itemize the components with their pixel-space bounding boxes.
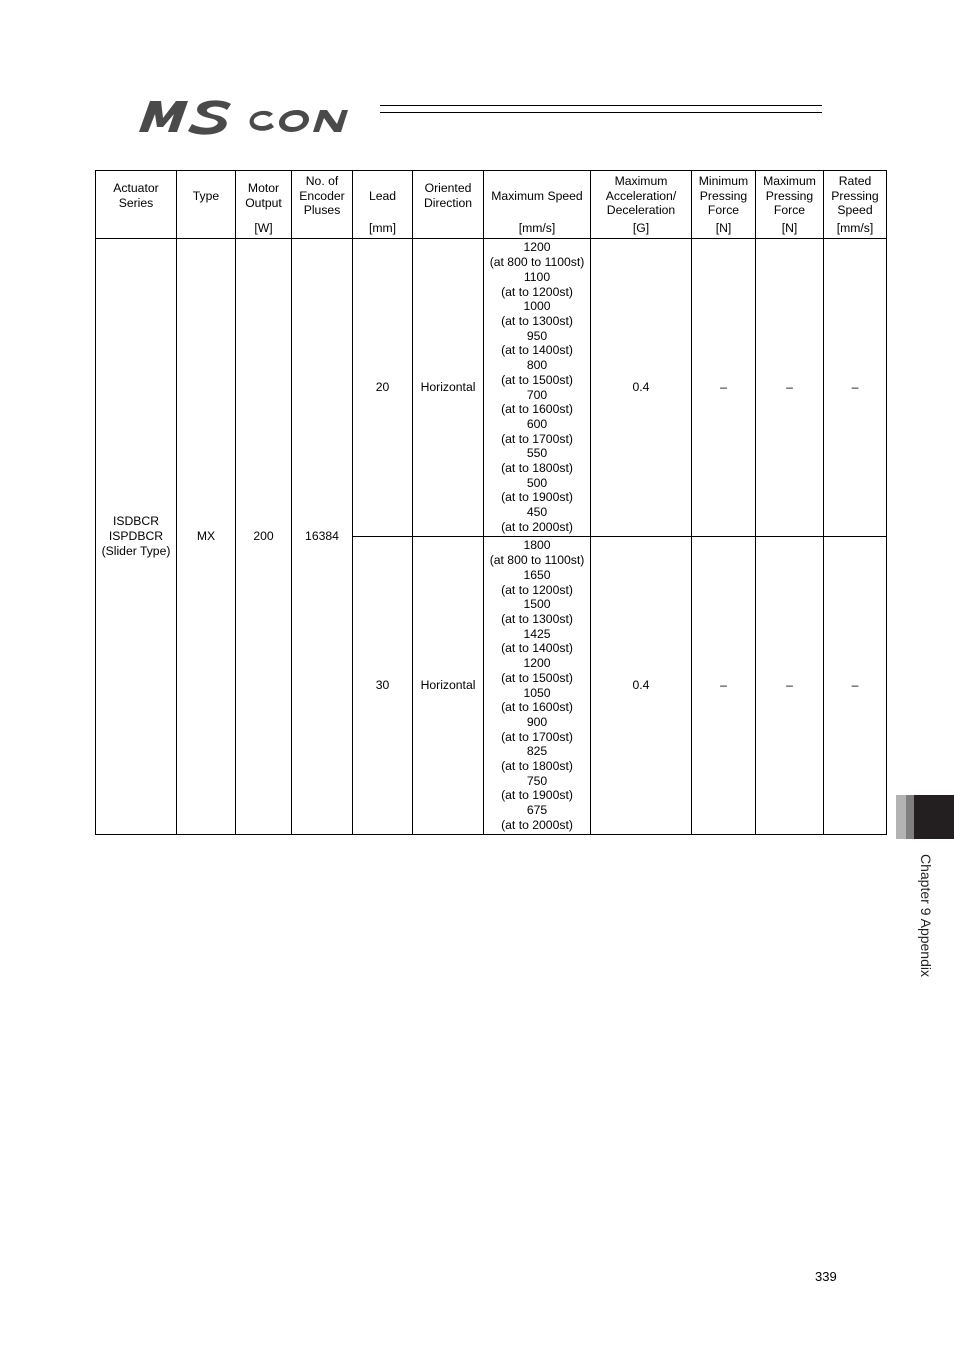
column-header-text: Output — [245, 196, 282, 210]
max-speed-cell-line: (at to 2000st) — [501, 817, 573, 832]
column-header — [353, 171, 413, 221]
column-unit: [mm/s] — [484, 220, 591, 239]
max-speed-cell-line: (at to 2000st) — [501, 519, 573, 534]
column-header-text: Maximum — [614, 173, 668, 188]
max-pressing-force-cell: – — [756, 537, 824, 835]
max-speed-cell-line: (at to 1300st) — [501, 313, 573, 328]
column-header-text: Maximum Speed — [491, 188, 583, 203]
column-header-text: Encoder — [299, 188, 345, 203]
column-header-text: Direction — [423, 196, 473, 210]
table-header-row — [96, 171, 887, 221]
column-header — [96, 171, 177, 221]
column-header — [591, 171, 692, 221]
table-row — [96, 239, 887, 537]
max-speed-cell-line: (at 800 to 1100st) — [489, 553, 585, 568]
max-speed-cell-line: 500 — [526, 475, 548, 490]
column-header — [756, 171, 824, 221]
actuator-series-cell-line: ISDBCR — [112, 514, 160, 529]
column-header-text: Pressing — [699, 188, 748, 203]
max-speed-cell-line: 700 — [526, 387, 548, 402]
column-header-text: Oriented — [424, 181, 472, 196]
mscon-logo-graphic — [137, 96, 369, 136]
max-speed-cell-line: 800 — [526, 358, 548, 373]
max-speed-cell-line: (at to 1900st) — [501, 490, 573, 505]
max-speed-cell-line: (at to 1600st) — [501, 402, 573, 417]
max-speed-cell-line: (at to 1400st) — [501, 343, 573, 358]
column-unit — [292, 220, 353, 239]
actuator-series-cell-line: ISPDBCR — [108, 529, 164, 544]
min-pressing-force-cell: – — [692, 239, 756, 537]
column-header — [413, 171, 484, 221]
column-header — [824, 171, 887, 221]
max-speed-cell-line: 825 — [526, 744, 548, 759]
actuator-spec-table — [95, 170, 887, 835]
type-cell: MX — [177, 239, 236, 835]
page-number: 339 — [815, 1269, 837, 1284]
max-speed-cell-line: (at to 1700st) — [501, 431, 573, 446]
max-accel-cell: 0.4 — [591, 239, 692, 537]
max-speed-cell-line: 1800 — [523, 538, 551, 553]
motor-output-cell: 200 — [236, 239, 292, 835]
column-header-text: Lead — [368, 188, 397, 203]
column-header-text: Acceleration/ — [605, 188, 677, 203]
max-speed-cell-line: (at to 1900st) — [501, 788, 573, 803]
rated-pressing-speed-cell: – — [824, 239, 887, 537]
max-speed-cell-line: 1200 — [523, 240, 551, 255]
max-speed-cell-line: (at to 1400st) — [501, 641, 573, 656]
lead-cell: 20 — [353, 239, 413, 537]
chapter-tab-marker — [896, 795, 954, 839]
max-speed-cell-line: (at to 1800st) — [501, 759, 573, 774]
column-header-text: Pressing — [831, 188, 879, 203]
encoder-pulses-cell: 16384 — [292, 239, 353, 835]
column-header-text: Motor — [247, 181, 280, 196]
column-header-text: Rated — [838, 173, 872, 188]
max-speed-cell-line: 1200 — [523, 656, 551, 671]
column-header — [177, 171, 236, 221]
direction-cell: Horizontal — [413, 537, 484, 835]
column-unit: [W] — [236, 220, 292, 239]
rated-pressing-speed-cell: – — [824, 537, 887, 835]
direction-cell: Horizontal — [413, 239, 484, 537]
column-unit: [mm] — [353, 220, 413, 239]
max-speed-cell — [484, 239, 591, 537]
max-speed-cell-line: (at to 1500st) — [501, 372, 573, 387]
lead-cell: 30 — [353, 537, 413, 835]
max-speed-cell-line: 600 — [526, 416, 548, 431]
column-header — [292, 171, 353, 221]
column-header — [484, 171, 591, 221]
column-header-text: Series — [118, 196, 154, 210]
mscon-logo — [137, 96, 369, 136]
max-speed-cell-line: (at 800 to 1100st) — [489, 255, 585, 270]
column-header-text: Type — [192, 188, 220, 203]
column-unit — [177, 220, 236, 239]
max-speed-cell-line: 675 — [526, 803, 548, 818]
chapter-label: Chapter 9 Appendix — [918, 854, 934, 977]
column-unit — [96, 220, 177, 239]
column-header-text: Speed — [837, 203, 873, 218]
actuator-series-cell-line: (Slider Type) — [101, 543, 171, 558]
max-speed-cell — [484, 537, 591, 835]
column-unit: [G] — [591, 220, 692, 239]
table-unit-row — [96, 220, 887, 239]
column-header-text: Force — [707, 203, 740, 218]
max-accel-cell: 0.4 — [591, 537, 692, 835]
max-speed-cell-line: 1050 — [523, 685, 551, 700]
max-speed-cell-line: 550 — [526, 446, 548, 461]
max-speed-cell-line: 1650 — [523, 567, 551, 582]
max-speed-cell-line: (at to 1600st) — [501, 700, 573, 715]
column-header-text: Pluses — [303, 203, 341, 218]
max-speed-cell-line: 750 — [526, 773, 548, 788]
max-speed-cell-line: 900 — [526, 714, 548, 729]
min-pressing-force-cell: – — [692, 537, 756, 835]
max-pressing-force-cell: – — [756, 239, 824, 537]
max-speed-cell-line: (at to 1300st) — [501, 611, 573, 626]
column-header-text: Maximum — [763, 173, 816, 188]
column-header-text: Deceleration — [606, 203, 676, 218]
header-rule-top — [380, 105, 822, 106]
max-speed-cell-line: 1500 — [523, 597, 551, 612]
column-unit: [N] — [756, 220, 824, 239]
column-header-text: No. of — [305, 173, 339, 188]
max-speed-cell-line: 1100 — [523, 269, 551, 284]
max-speed-cell-line: (at to 1700st) — [501, 729, 573, 744]
column-header-text: Minimum — [698, 173, 749, 188]
column-unit: [N] — [692, 220, 756, 239]
column-header — [236, 171, 292, 221]
column-header-text: Force — [773, 203, 806, 218]
column-header-text: Pressing — [765, 188, 814, 203]
max-speed-cell-line: (at to 1200st) — [501, 582, 573, 597]
max-speed-cell-line: (at to 1500st) — [501, 670, 573, 685]
max-speed-cell-line: (at to 1200st) — [501, 284, 573, 299]
column-header-text: Actuator — [113, 181, 159, 196]
column-unit: [mm/s] — [824, 220, 887, 239]
max-speed-cell-line: (at to 1800st) — [501, 461, 573, 476]
header-rule-bottom — [380, 112, 822, 113]
max-speed-cell-line: 950 — [526, 328, 548, 343]
max-speed-cell-line: 450 — [526, 505, 548, 520]
max-speed-cell-line: 1000 — [523, 299, 551, 314]
column-unit — [413, 220, 484, 239]
column-header — [692, 171, 756, 221]
max-speed-cell-line: 1425 — [523, 626, 551, 641]
actuator-series-cell — [96, 239, 177, 835]
